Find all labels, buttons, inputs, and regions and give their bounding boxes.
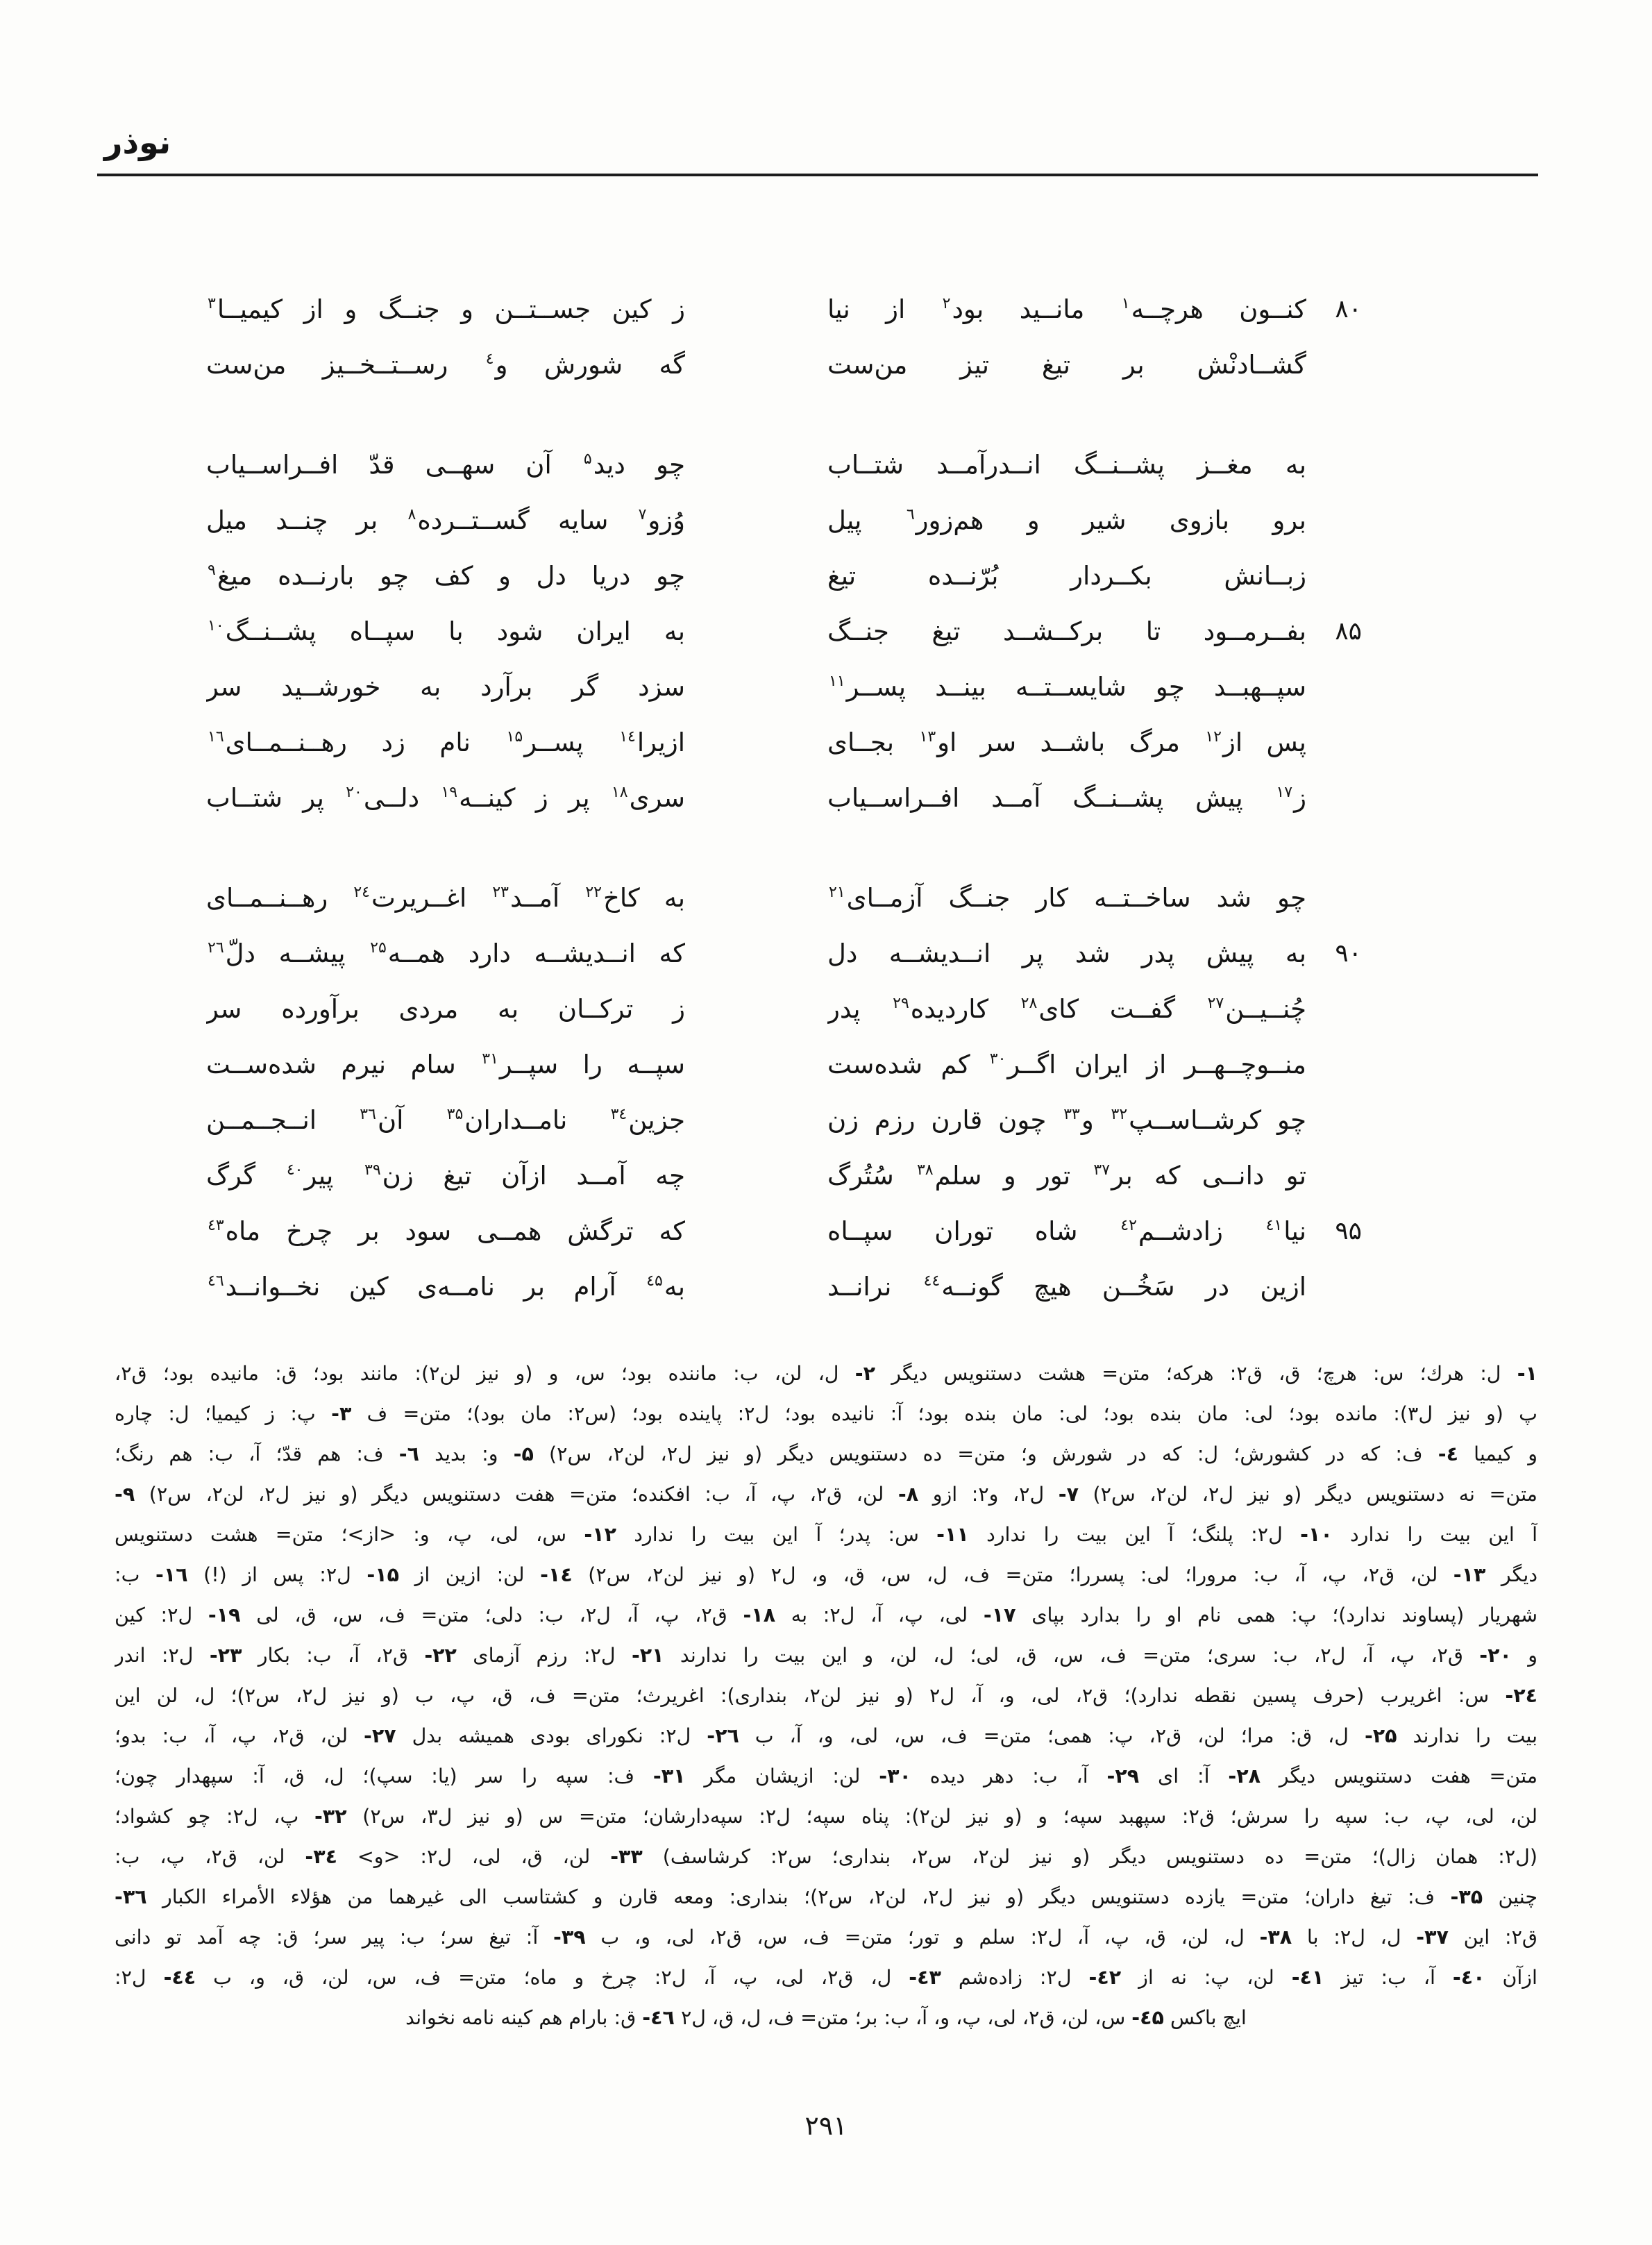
poem bbox=[206, 287, 1362, 1320]
footnote-number: ۲۱- bbox=[631, 1644, 664, 1667]
footnote-number: ۳۲- bbox=[314, 1805, 347, 1828]
verse-number bbox=[1306, 1154, 1362, 1198]
verse-line bbox=[206, 343, 1362, 387]
verse-line bbox=[206, 554, 1362, 598]
column-gutter bbox=[685, 343, 827, 387]
footnote-number: ۱۹- bbox=[208, 1604, 241, 1626]
footnote-ref: ۳۸ bbox=[916, 1161, 934, 1179]
column-gutter bbox=[685, 287, 827, 332]
footnote-number: ۲٦- bbox=[707, 1724, 739, 1747]
footnote-ref: ۲ bbox=[942, 295, 951, 312]
footnote-number: ۳۷- bbox=[1416, 1926, 1449, 1949]
footnote-line: چنین ۳۵- ف: تیغ داران؛ متن= یازده دستنویس دیگر (و نیز ل۲، لن۲، س۲)؛ بنداری: ومعه قارن و کشتاسب الی غیرهما من هؤلاء الأمراء الکبار ۳٦- bbox=[115, 1885, 1537, 1908]
footnote-ref: ۲۰ bbox=[346, 784, 362, 801]
footnote-ref: ۲۳ bbox=[492, 884, 509, 901]
verse-line bbox=[206, 876, 1362, 920]
footnote-ref: ٦ bbox=[906, 506, 915, 523]
column-gutter bbox=[685, 1265, 827, 1309]
footnote-ref: ٤۰ bbox=[286, 1161, 303, 1179]
footnote-ref: ۳۳ bbox=[1063, 1106, 1080, 1123]
footnote-number: ٤- bbox=[1438, 1443, 1458, 1465]
footnote-ref: ٤۱ bbox=[1265, 1217, 1283, 1234]
footnote-number: ۷- bbox=[1058, 1483, 1079, 1506]
footnote-number: ۱۳- bbox=[1453, 1563, 1486, 1586]
header-rule bbox=[97, 174, 1538, 176]
column-gutter bbox=[685, 1209, 827, 1254]
footnote-number: ۲۳- bbox=[209, 1644, 242, 1667]
verse-number bbox=[1306, 876, 1362, 920]
hemistich-first: به پیش پدر شد پر انــدیشــه دل bbox=[827, 939, 1306, 968]
footnote-number: ۲- bbox=[854, 1362, 875, 1385]
footnote-ref: ۳۲ bbox=[1111, 1106, 1128, 1123]
footnote-number: ۳- bbox=[331, 1402, 352, 1425]
column-gutter bbox=[685, 721, 827, 765]
footnote-number: ۱۱- bbox=[936, 1523, 969, 1546]
footnote-number: ٤٤- bbox=[163, 1966, 196, 1989]
verse-line bbox=[206, 287, 1362, 332]
hemistich-second: سری$^{۱۸}$ پر ز کینــه$^{۱۹}$ دلــی$^{۲۰}$ پر شتــاب bbox=[206, 783, 685, 813]
footnote-ref: ۱۹ bbox=[441, 784, 458, 801]
verse-number bbox=[1306, 665, 1362, 709]
footnote-line: ق۲: این ۳۷- ل، ل۲: با ۳۸- ل، لن، ق، پ، آ، ل۲: سلم و تور؛ متن= ف، س، ق۲، لی، و، ب ۳۹- آ: تیغ سر؛ ب: پیر سر؛ ق: چه آمد تو دانی bbox=[115, 1926, 1537, 1949]
footnote-number: ٤٦- bbox=[642, 2006, 675, 2029]
footnote-number: ۵- bbox=[513, 1443, 534, 1465]
verse-number bbox=[1306, 721, 1362, 765]
footnote-ref: ۳ bbox=[208, 295, 216, 312]
hemistich-first: ز$^{۱۷}$ پیش پشــنــگ آمــد افــراســیاب bbox=[827, 783, 1306, 813]
hemistich-first: بفــرمــود تا برکــشــد تیغ جنــگ bbox=[827, 616, 1306, 646]
footnote-number: ۱٦- bbox=[155, 1563, 188, 1586]
verse-number: ۹۰ bbox=[1335, 939, 1362, 968]
footnote-ref: ۳۵ bbox=[446, 1106, 464, 1123]
footnote-ref: ۱٦ bbox=[208, 728, 224, 746]
hemistich-first: نیا$^{٤۱}$ زادشــم$^{٤۲}$ شاه توران سپــاه bbox=[827, 1216, 1306, 1246]
hemistich-second: به$^{٤۵}$ آرام بر نامــه‌ی کین نخــوانــد$^{٤٦}$ bbox=[208, 1272, 685, 1302]
verse-line bbox=[206, 987, 1362, 1032]
hemistich-first: به مغــز پشــنــگ انــدرآمــد شتــاب bbox=[827, 450, 1306, 480]
footnote-line: شهریار (پساوند ندارد)؛ پ: همی نام او را بدارد بپای ۱۷- لی، پ، آ، ل۲: به ۱۸- ق۲، پ، آ، ل۲، ب: دلی؛ متن= ف، س، ق، لی ۱۹- ل۲: کین bbox=[115, 1604, 1537, 1626]
hemistich-first: زبــانش بکــردار بُرّنــده تیغ bbox=[827, 561, 1306, 591]
hemistich-second: که ترگش همــی سود بر چرخ ماه$^{٤۳}$ bbox=[208, 1216, 685, 1246]
footnote-line: متن= هفت دستنویس دیگر ۲۸- آ: ای ۲۹- آ، ب: دهر دیده ۳۰- لن: ازیشان مگر ۳۱- ف: سپه را سر (یا: سپ)؛ ل، ق، آ: سپهدار چون؛ bbox=[115, 1765, 1537, 1788]
verse-number bbox=[1306, 554, 1362, 598]
footnote-ref: ۲۹ bbox=[893, 995, 909, 1012]
footnote-number: ۱۵- bbox=[366, 1563, 400, 1586]
verse-number bbox=[1306, 776, 1362, 821]
footnote-ref: ۹ bbox=[208, 562, 216, 579]
footnote-ref: ۲٤ bbox=[353, 884, 370, 901]
footnote-ref: ۱ bbox=[1121, 295, 1130, 312]
hemistich-first: ازین در سَخُــن هیچ گونــه$^{٤٤}$ نرانــد bbox=[827, 1272, 1306, 1302]
hemistich-first: چو کرشــاســپ$^{۳۲}$ و$^{۳۳}$ چون قارن رزم زن bbox=[827, 1105, 1306, 1135]
footnote-ref: ۲۸ bbox=[1020, 995, 1038, 1012]
footnote-number: ٤۱- bbox=[1291, 1966, 1324, 1989]
verse-number bbox=[1306, 498, 1362, 543]
verse-line bbox=[206, 1098, 1362, 1143]
footnote-line: ایچ باکس ٤۵- س، لن، ق۲، لی، پ، و، آ، ب: بر؛ متن= ف، ل، ق، ل۲ ٤٦- ق: بارام هم کینه نامه نخواند bbox=[405, 2006, 1247, 2029]
footnote-ref: ۳۷ bbox=[1093, 1161, 1111, 1179]
footnote-ref: ۱۸ bbox=[611, 784, 628, 801]
footnote-line: دیگر ۱۳- لن، ق۲، پ، آ، ب: مرورا؛ لی: پسررا؛ متن= ف، ل، س، ق، و، ل۲ (و نیز لن۲، س۲) ۱٤- لن: ازین از ۱۵- ل۲: پس از (!) ۱٦- ب: bbox=[115, 1563, 1537, 1586]
column-gutter bbox=[685, 987, 827, 1032]
column-gutter bbox=[685, 443, 827, 487]
footnote-number: ٤۵- bbox=[1131, 2006, 1164, 2029]
footnote-number: ٤۰- bbox=[1452, 1966, 1485, 1989]
hemistich-second: وُزو$^۷$ سایه گســتــرده$^۸$ بر چنــد میل bbox=[206, 505, 685, 535]
footnote-line: ۲٤- س: اغریرب (حرف پسین نقطه ندارد)؛ ق۲، لی، و، آ، ل۲ (و نیز لن۲، بنداری): اغریرث؛ متن= ف، ق، پ، ب (و نیز ل۲، س۲)؛ ل، لن این bbox=[115, 1684, 1537, 1707]
footnote-line: متن= نه دستنویس دیگر (و نیز ل۲، لن۲، س۲) ۷- ل۲، و۲: ازو ۸- لن، ق۲، پ، آ، ب: افکنده؛ متن= هفت دستنویس دیگر (و نیز ل۲، لن۲، س۲) ۹- bbox=[115, 1483, 1537, 1506]
verse-line bbox=[206, 665, 1362, 709]
footnote-number: ۲۸- bbox=[1228, 1765, 1261, 1788]
hemistich-second: گه شورش و$^٤$ رســتــخــیز من‌ست bbox=[206, 350, 685, 380]
hemistich-first: چُنــیــن$^{۲۷}$ گفــت کای$^{۲۸}$ کاردیده$^{۲۹}$ پدر bbox=[827, 994, 1306, 1024]
footnote-line: بیت را ندارند ۲۵- ل، ق: مرا؛ لن، ق۲، پ: همی؛ متن= ف، س، لی، و، آ، ب ۲٦- ل۲: نکورای بودی همیشه بدل ۲۷- لن، ق۲، پ، آ، ب: بدو؛ bbox=[115, 1724, 1537, 1747]
footnote-ref: ٤۵ bbox=[646, 1272, 663, 1290]
footnote-ref: ٤٤ bbox=[923, 1272, 941, 1290]
footnote-ref: ۳٤ bbox=[610, 1106, 627, 1123]
verse-number bbox=[1306, 343, 1362, 387]
footnote-ref: ۱۵ bbox=[506, 728, 523, 746]
column-gutter bbox=[685, 1043, 827, 1087]
hemistich-second: ازیرا$^{۱٤}$ پســر$^{۱۵}$ نام زد رهــنــمــای$^{۱٦}$ bbox=[208, 728, 685, 757]
footnote-ref: ۸ bbox=[407, 506, 416, 523]
hemistich-second: که انــدیشــه دارد همــه$^{۲۵}$ پیشــه دلّ$^{۲٦}$ bbox=[208, 939, 685, 968]
footnote-ref: ۲۱ bbox=[829, 884, 845, 901]
hemistich-second: جزین$^{۳٤}$ نامــداران$^{۳۵}$ آن$^{۳٦}$ انــجــمــن bbox=[206, 1105, 685, 1135]
hemistich-second: چو دید$^۵$ آن سهــی قدّ افــراســیاب bbox=[206, 450, 685, 480]
footnote-ref: ٤ bbox=[485, 351, 494, 368]
footnote-number: ۱۲- bbox=[584, 1523, 616, 1546]
footnote-ref: ۷ bbox=[638, 506, 647, 523]
footnote-number: ۹- bbox=[115, 1483, 135, 1506]
footnote-line: (ل۲: همان زال)؛ متن= ده دستنویس دیگر (و نیز لن۲، س۲، بنداری؛ س۲: کرشاسف) ۳۳- لن، ق، لی، ل۲: <و> ۳٤- لن، ق۲، پ، ب: bbox=[115, 1845, 1537, 1868]
footnote-number: ۳٤- bbox=[305, 1845, 337, 1868]
column-gutter bbox=[685, 776, 827, 821]
footnote-line: ۱- ل: هرك؛ س: هرچ؛ ق، ق۲: هرکه؛ متن= هشت دستنویس دیگر ۲- ل، لن، ب: ماننده بود؛ س، و (و نیز لن۲): مانند بود؛ ق: مانیده بود؛ ق۲، bbox=[115, 1362, 1537, 1385]
hemistich-second: چه آمــد ازآن تیغ زن$^{۳۹}$ پیر$^{٤۰}$ گرگ bbox=[206, 1161, 685, 1191]
footnote-number: ۳۸- bbox=[1259, 1926, 1292, 1949]
footnote-ref: ۱۱ bbox=[829, 673, 845, 690]
footnote-number: ۳۹- bbox=[553, 1926, 586, 1949]
running-header-title: نوذر bbox=[104, 124, 171, 161]
footnote-ref: ٤۲ bbox=[1120, 1217, 1137, 1234]
column-gutter bbox=[685, 876, 827, 920]
verse-line bbox=[206, 443, 1362, 487]
verse-number bbox=[1306, 1098, 1362, 1143]
footnote-number: ۲۲- bbox=[424, 1644, 457, 1667]
footnote-ref: ۱۰ bbox=[208, 617, 224, 634]
verse-number bbox=[1306, 1265, 1362, 1309]
column-gutter bbox=[685, 498, 827, 543]
footnote-line: ازآن ٤۰- آ، ب: تیز ٤۱- لن، پ: نه از ٤۲- ل۲: زاده‌شم ٤۳- ل، ق۲، لی، پ، آ، ل۲: چرخ و ماه؛ متن= ف، س، لن، ق، و، ب ٤٤- ل۲: bbox=[115, 1966, 1537, 1989]
footnote-number: ۳۰- bbox=[879, 1765, 911, 1788]
footnote-number: ۱۷- bbox=[983, 1604, 1016, 1626]
footnote-ref: ٤٦ bbox=[208, 1272, 224, 1290]
footnote-ref: ۲۵ bbox=[370, 939, 387, 957]
footnote-ref: ۲٦ bbox=[208, 939, 224, 957]
footnote-number: ۱۸- bbox=[743, 1604, 776, 1626]
hemistich-first: چو شد ساخــتــه کار جنــگ آزمــای$^{۲۱}$ bbox=[829, 883, 1306, 913]
footnote-ref: ۳۰ bbox=[989, 1050, 1006, 1068]
hemistich-second: چو دریا دل و کف چو بارنــده میغ$^۹$ bbox=[208, 561, 685, 591]
hemistich-first: سپــهبــد چو شایســتــه بینــد پســر$^{۱۱}$ bbox=[829, 672, 1306, 702]
footnote-ref: ۳۹ bbox=[364, 1161, 381, 1179]
footnote-number: ۲۰- bbox=[1479, 1644, 1512, 1667]
verse-line bbox=[206, 1265, 1362, 1309]
hemistich-second: به ایران شود با سپــاه پشــنــگ$^{۱۰}$ bbox=[208, 616, 685, 646]
hemistich-first: برو بازوی شیر و هم‌زور$^٦$ پیل bbox=[827, 505, 1306, 535]
footnote-number: ۸- bbox=[897, 1483, 919, 1506]
hemistich-first: منــوچــهــر از ایران اگــر$^{۳۰}$ کم شده‌ست bbox=[827, 1050, 1306, 1079]
verse-number bbox=[1306, 443, 1362, 487]
hemistich-second: ز کین جســتــن و جنــگ و از کیمیــا$^۳$ bbox=[208, 294, 685, 324]
footnote-number: ۳۱- bbox=[652, 1765, 686, 1788]
verse-line bbox=[206, 1043, 1362, 1087]
verse-line bbox=[206, 609, 1362, 654]
column-gutter bbox=[685, 1098, 827, 1143]
footnote-line: لن، لی، پ، ب: سپه را سرش؛ ق۲: سپهبد سپه؛ و (و نیز لن۲): پناه سپه؛ ل۲: سپه‌دارشان؛ متن= س (و نیز ل۳، س۲) ۳۲- پ، ل۲: چو کشواد؛ bbox=[115, 1805, 1537, 1828]
footnote-line: و کیمیا ٤- ف: که در کشورش؛ ل: که در شورش و؛ متن= ده دستنویس دیگر (و نیز ل۲، لن۲، س۲) ۵- و: بدید ٦- ف: هم قدّ؛ آ، ب: هم رنگ؛ bbox=[115, 1443, 1537, 1465]
footnote-ref: ۱۲ bbox=[1205, 728, 1222, 746]
verse-number bbox=[1306, 1043, 1362, 1087]
column-gutter bbox=[685, 665, 827, 709]
hemistich-second: سپــه را سپــر$^{۳۱}$ سام نیرم شده‌ســت bbox=[206, 1050, 685, 1079]
footnote-number: ۲۵- bbox=[1364, 1724, 1397, 1747]
hemistich-second: ز ترکــان به مردی برآورده سر bbox=[206, 994, 685, 1024]
footnote-ref: ۱۷ bbox=[1276, 784, 1293, 801]
hemistich-first: کنــون هرچــه$^۱$ مانــید بود$^۲$ از نیا bbox=[827, 294, 1306, 324]
hemistich-first: پس از$^{۱۲}$ مرگ باشــد سر او$^{۱۳}$ بجــای bbox=[827, 728, 1306, 757]
footnote-ref: ۲۷ bbox=[1207, 995, 1224, 1012]
footnote-number: ۱٤- bbox=[540, 1563, 573, 1586]
footnote-number: ۱- bbox=[1517, 1362, 1537, 1385]
footnote-ref: ٤۳ bbox=[208, 1217, 224, 1234]
verse-line bbox=[206, 1209, 1362, 1254]
footnote-line: و ۲۰- ق۲، پ، آ، ل۲، ب: سری؛ متن= ف، س، ق، لی؛ ل، لن، و این بیت را ندارند ۲۱- ل۲: رزم آزمای ۲۲- ق۲، آ، ب: بکار ۲۳- ل۲: اندر bbox=[115, 1644, 1537, 1667]
verse-line bbox=[206, 1154, 1362, 1198]
footnote-ref: ۲۲ bbox=[585, 884, 602, 901]
footnote-number: ۲٤- bbox=[1505, 1684, 1537, 1707]
verse-line bbox=[206, 498, 1362, 543]
column-gutter bbox=[685, 1154, 827, 1198]
footnote-number: ۳٦- bbox=[115, 1885, 147, 1908]
footnote-number: ٤۲- bbox=[1088, 1966, 1122, 1989]
column-gutter bbox=[685, 932, 827, 976]
hemistich-second: به کاخ$^{۲۲}$ آمــد$^{۲۳}$ اغــریرت$^{۲٤}$ رهــنــمــای bbox=[206, 883, 685, 913]
footnote-number: ۲۷- bbox=[364, 1724, 396, 1747]
verse-line bbox=[206, 932, 1362, 976]
hemistich-first: گشــادنْش بر تیغ تیز من‌ست bbox=[827, 350, 1306, 380]
column-gutter bbox=[685, 609, 827, 654]
footnote-number: ۳۳- bbox=[610, 1845, 643, 1868]
footnote-ref: ۵ bbox=[583, 451, 592, 468]
footnote-ref: ۳۱ bbox=[482, 1050, 498, 1068]
hemistich-second: سزد گر برآرد به خورشــید سر bbox=[206, 672, 685, 702]
footnote-line: پ (و نیز ل۳): مانده بود؛ لی: مان بنده بود؛ لی: مان بنده بود؛ آ: نانیده بود؛ ل۲: پاینده بود؛ (س۲: مان بود)؛ متن= ف ۳- پ: ز کیمیا؛ ل: چاره bbox=[115, 1402, 1537, 1425]
footnote-line: آ این بیت را ندارد ۱۰- ل۲: پلنگ؛ آ این بیت را ندارد ۱۱- س: پدر؛ آ این بیت را ندارد ۱۲- س، لی، پ، و: <از>؛ متن= هشت دستنویس bbox=[115, 1523, 1537, 1546]
verse-line bbox=[206, 721, 1362, 765]
footnote-number: ۲۹- bbox=[1106, 1765, 1140, 1788]
verse-number: ۸۵ bbox=[1335, 617, 1362, 646]
footnote-number: ۳۵- bbox=[1450, 1885, 1483, 1908]
column-gutter bbox=[685, 554, 827, 598]
critical-apparatus bbox=[115, 1354, 1537, 2038]
footnote-number: ۱۰- bbox=[1300, 1523, 1333, 1546]
footnote-number: ٦- bbox=[398, 1443, 419, 1465]
footnote-ref: ۱٤ bbox=[619, 728, 636, 746]
verse-number: ۸۰ bbox=[1335, 295, 1362, 323]
verse-number: ۹۵ bbox=[1335, 1217, 1362, 1245]
footnote-ref: ۳٦ bbox=[360, 1106, 376, 1123]
footnote-ref: ۱۳ bbox=[919, 728, 936, 746]
verse-number bbox=[1306, 987, 1362, 1032]
page-number: ۲۹۱ bbox=[804, 2110, 848, 2141]
footnote-number: ٤۳- bbox=[909, 1966, 941, 1989]
verse-line bbox=[206, 776, 1362, 821]
hemistich-first: تو دانــی که بر$^{۳۷}$ تور و سلم$^{۳۸}$ سُتُرگ bbox=[827, 1161, 1306, 1191]
